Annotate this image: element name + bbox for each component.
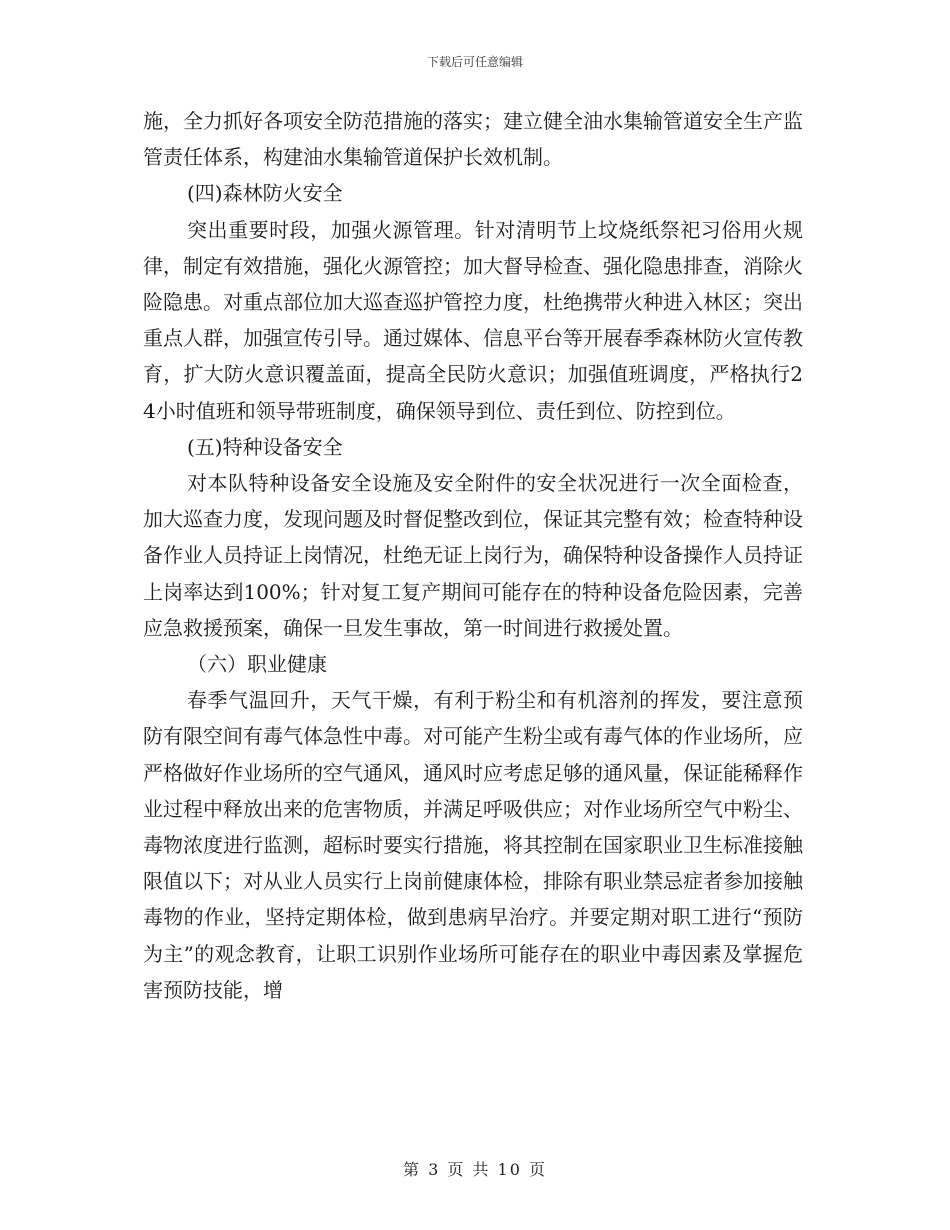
- paragraph-special-equipment: 对本队特种设备安全设施及安全附件的安全状况进行一次全面检查，加大巡查力度，发现问题及时督促整改到位，保证其完整有效；检查特种设备作业人员持证上岗情况，杜绝无证上岗行为，确保特种设备操作人员持证上岗率达到100%；针对复工复产期间可能存在的特种设备危险因素，完善应急救援预案，确保一旦发生事故，第一时间进行救援处置。: [143, 471, 803, 640]
- document-body: [143, 103, 803, 1008]
- section-heading-occupational-health: （六）职业健康: [187, 652, 327, 677]
- page-header-note: 下载后可任意编辑: [426, 55, 523, 69]
- page-number: 第 3 页 共 10 页: [403, 1160, 547, 1179]
- section-heading-forest-fire: (四)森林防火安全: [187, 181, 343, 206]
- section-heading-special-equipment: (五)特种设备安全: [187, 434, 343, 459]
- paragraph-continuation: 施，全力抓好各项安全防范措施的落实；建立健全油水集输管道安全生产监管责任体系，构建油水集输管道保护长效机制。: [143, 109, 803, 170]
- paragraph-forest-fire: 突出重要时段，加强火源管理。针对清明节上坟烧纸祭祀习俗用火规律，制定有效措施，强化火源管控；加大督导检查、强化隐患排查，消除火险隐患。对重点部位加大巡查巡护管控力度，杜绝携带火种进入林区；突出重点人群，加强宣传引导。通过媒体、信息平台等开展春季森林防火宣传教育，扩大防火意识覆盖面，提高全民防火意识；加强值班调度，严格执行24小时值班和领导带班制度，确保领导到位、责任到位、防控到位。: [143, 217, 803, 423]
- paragraph-occupational-health: 春季气温回升，天气干燥，有利于粉尘和有机溶剂的挥发，要注意预防有限空间有毒气体急性中毒。对可能产生粉尘或有毒气体的作业场所，应严格做好作业场所的空气通风，通风时应考虑足够的通风量，保证能稀释作业过程中释放出来的危害物质，并满足呼吸供应；对作业场所空气中粉尘、毒物浓度进行监测，超标时要实行措施，将其控制在国家职业卫生标准接触限值以下；对从业人员实行上岗前健康体检，排除有职业禁忌症者参加接触毒物的作业，坚持定期体检，做到患病早治疗。并要定期对职工进行“预防为主”的观念教育，让职工识别作业场所可能存在的职业中毒因素及掌握危害预防技能，增: [143, 688, 803, 1002]
